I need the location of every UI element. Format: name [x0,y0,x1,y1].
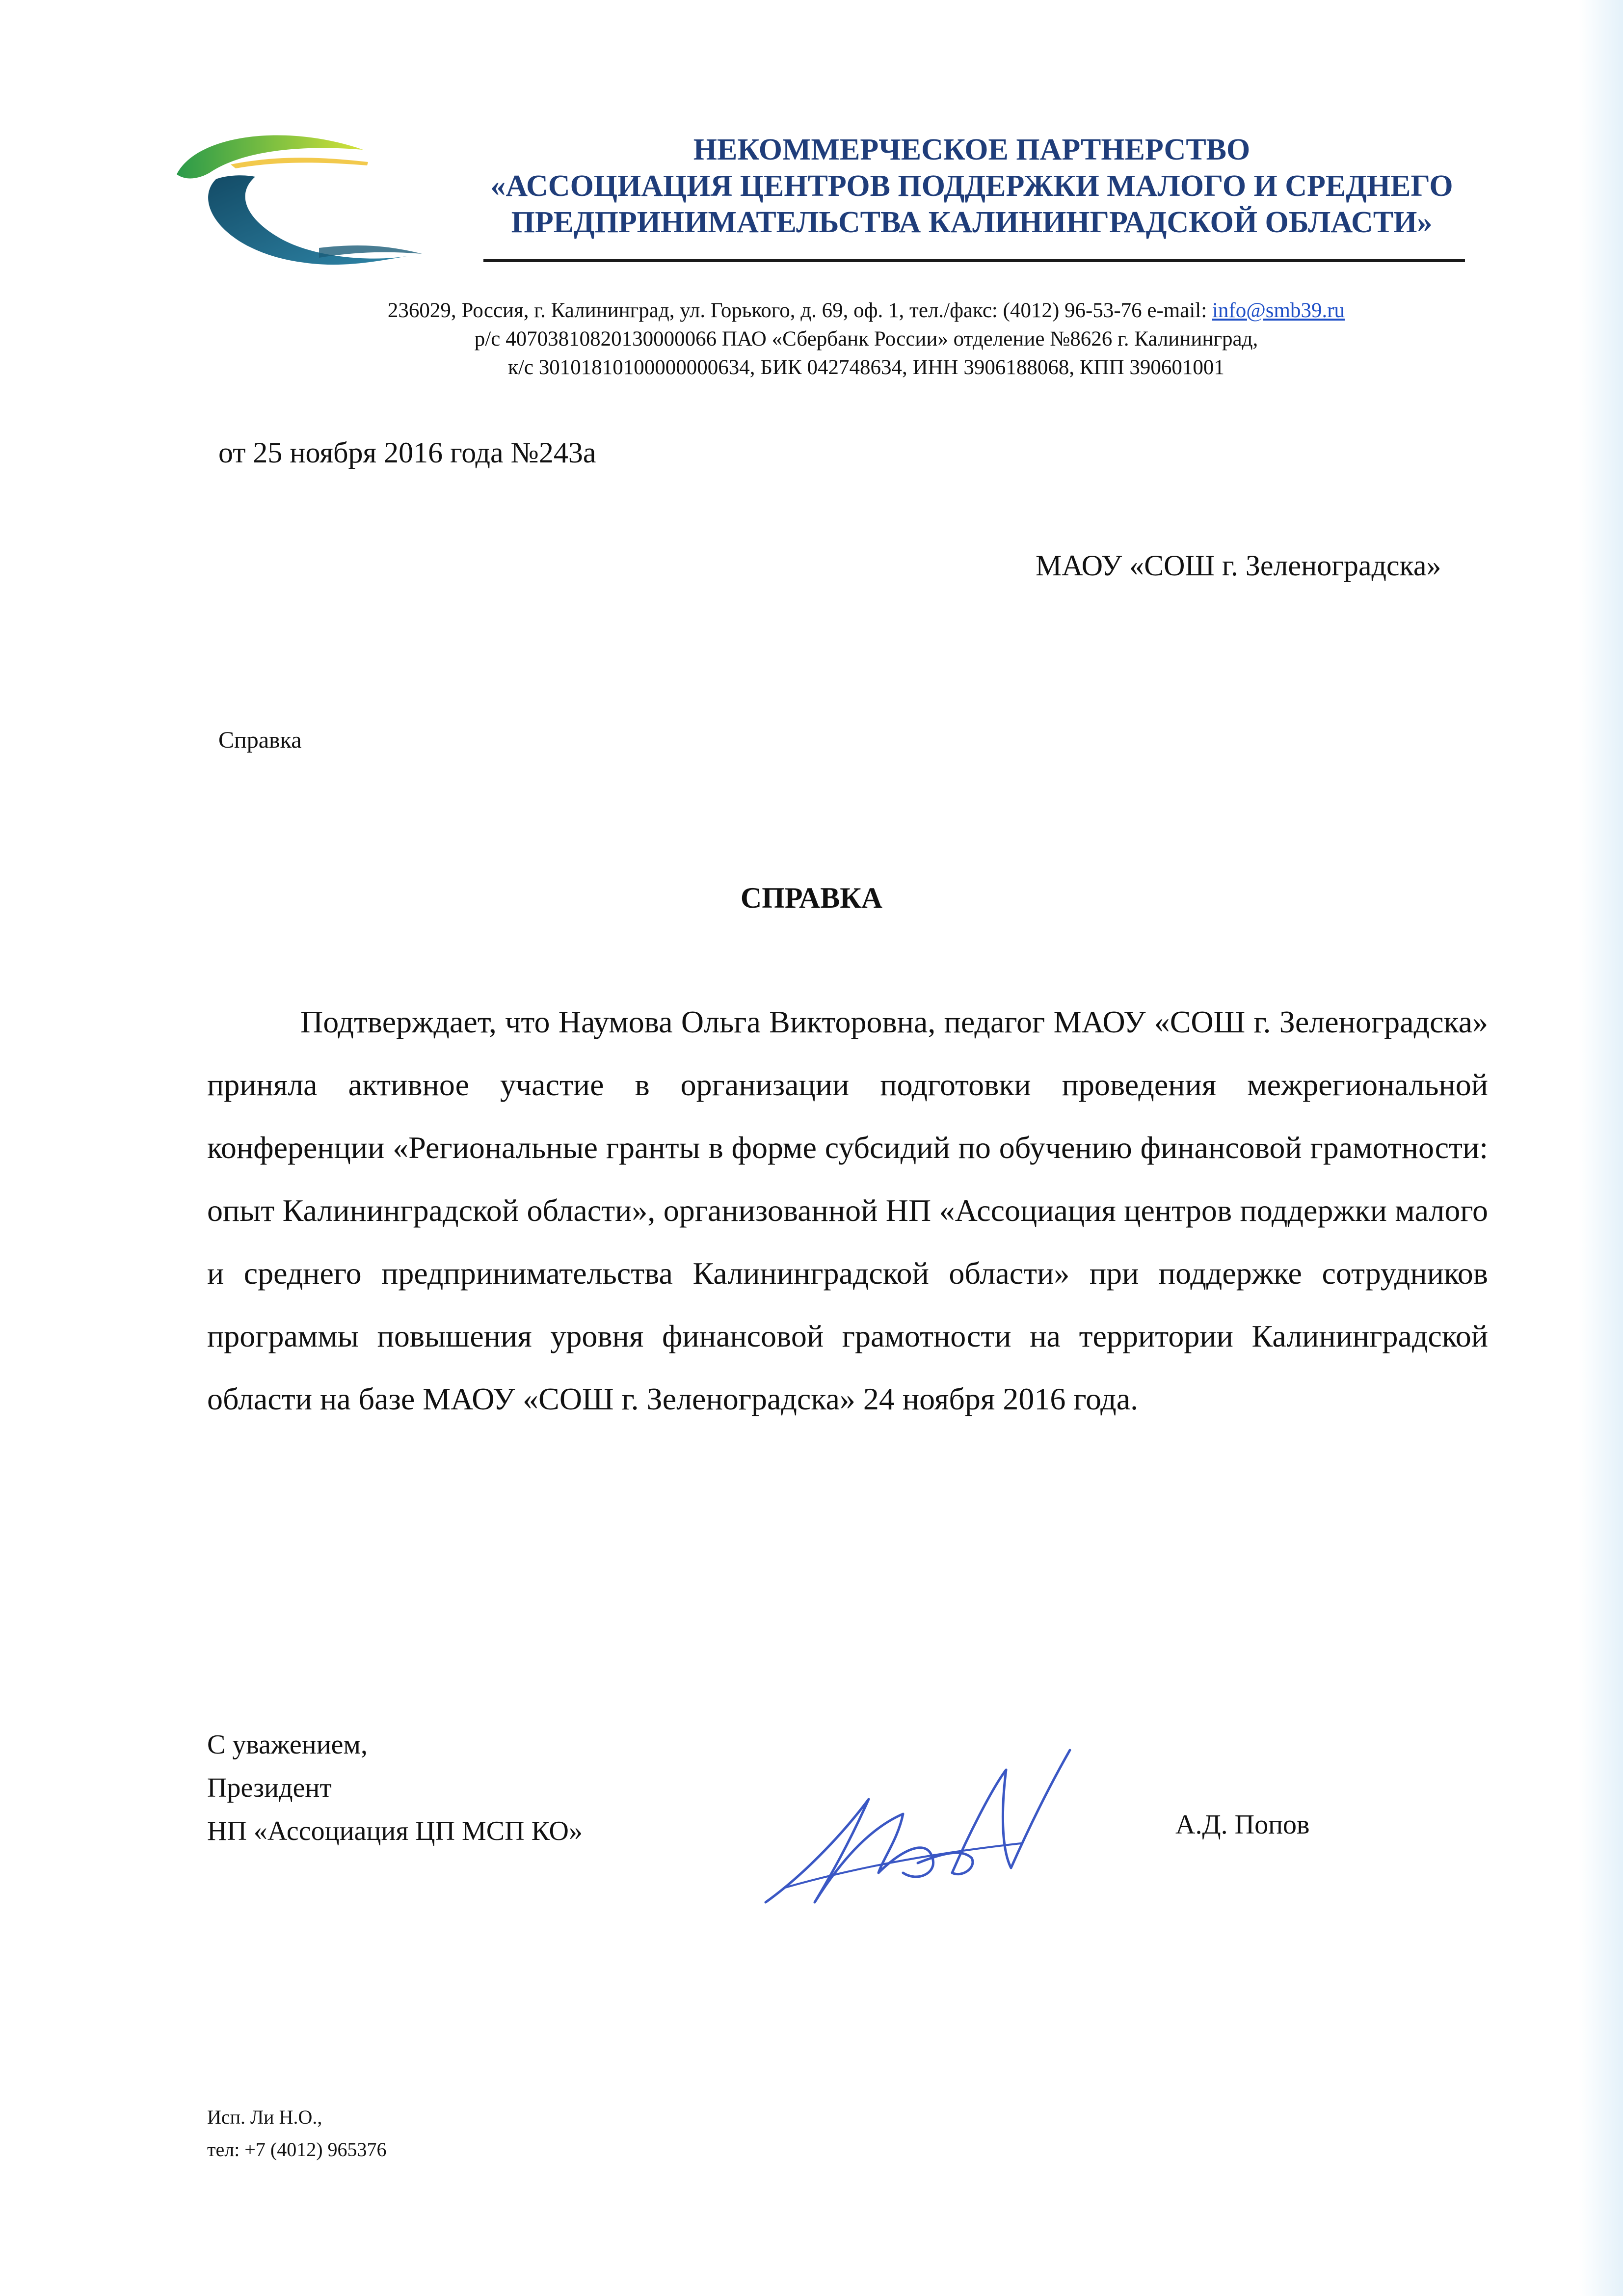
organization-logo-icon [157,115,432,277]
document-title: СПРАВКА [740,882,883,914]
signature-block [207,1723,583,1853]
closing: С уважением, [207,1729,368,1760]
executor-phone: тел: +7 (4012) 965376 [207,2138,387,2161]
subject-label: Справка [218,727,302,753]
email-link[interactable]: info@smb39.ru [1212,299,1345,322]
requisites-line-1 [265,297,1467,325]
header-divider [483,259,1465,262]
signer-organization: НП «Ассоциация ЦП МСП КО» [207,1816,583,1846]
handwritten-signature [756,1740,1099,1917]
signer-name: А.Д. Попов [1175,1810,1310,1840]
organization-requisites [265,297,1467,382]
org-name-line-1: НЕКОММЕРЧЕСКОЕ ПАРТНЕРСТВО [693,133,1251,166]
letter-date-number: от 25 ноября 2016 года №243а [218,436,596,469]
body-paragraph: Подтверждает, что Наумова Ольга Викторовна, педагог МАОУ «СОШ г. Зеленоградска» приняла активное участие в организации подготовки проведения межрегиональной конференции «Региональные гранты в форме субсидий по обучению финансовой грамотности: опыт Калининградской области», организованной НП «Ассоциация центров поддержки малого и среднего предпринимательства Калининградской области» при поддержке сотрудников программы повышения уровня финансовой грамотности на территории Калининградской области на базе МАОУ «СОШ г. Зеленоградска» 24 ноября 2016 года. [207,1004,1488,1416]
requisites-line-2: р/с 40703810820130000066 ПАО «Сбербанк России» отделение №8626 г. Калининград, [474,327,1258,351]
org-name-line-2: «АССОЦИАЦИЯ ЦЕНТРОВ ПОДДЕРЖКИ МАЛОГО И СРЕДНЕГО [490,169,1453,203]
letter-body [207,991,1488,1431]
signer-position: Президент [207,1773,332,1803]
scan-edge-shade [1579,0,1623,2296]
organization-name [481,132,1463,241]
requisites-address: 236029, Россия, г. Калининград, ул. Горького, д. 69, оф. 1, тел./факс: (4012) 96-53-76 e-mail: [387,299,1212,322]
executor-name: Исп. Ли Н.О., [207,2106,322,2128]
requisites-line-3: к/с 30101810100000000634, БИК 042748634, ИНН 3906188068, КПП 390601001 [508,356,1224,379]
org-name-line-3: ПРЕДПРИНИМАТЕЛЬСТВА КАЛИНИНГРАДСКОЙ ОБЛАСТИ» [511,206,1433,239]
footer-executor [207,2101,387,2166]
addressee: МАОУ «СОШ г. Зеленоградска» [1036,549,1441,582]
